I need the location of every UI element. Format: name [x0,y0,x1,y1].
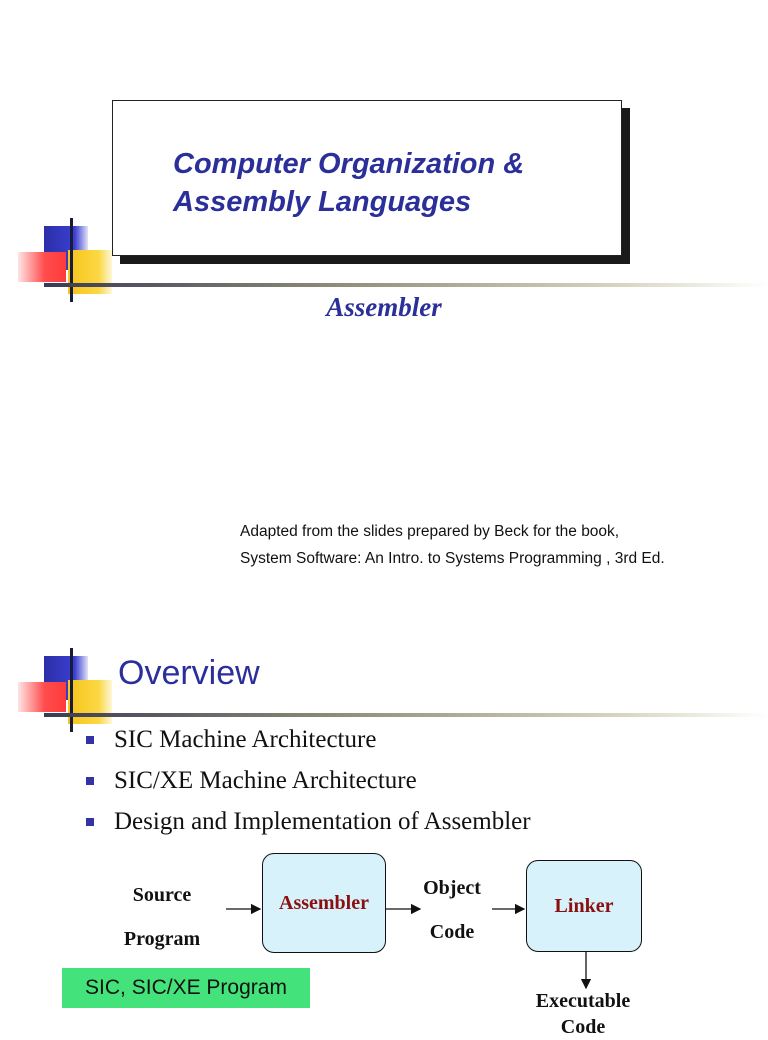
source-label-line2: Program [123,928,201,950]
credit-line1: Adapted from the slides prepared by Beck for the book, [240,523,620,540]
object-label-line2: Code [429,921,475,943]
source-label-line1: Source [132,884,192,906]
slide-title-line1: Computer Organization & [173,148,525,180]
bullet-text: Design and Implementation of Assembler [114,808,531,835]
credit-line2: System Software: An Intro. to Systems Programming , 3rd Ed. [240,550,665,567]
executable-label-line2: Code [560,1016,606,1038]
assembler-box: Assembler [262,853,386,953]
linker-box: Linker [526,860,642,952]
object-label-line1: Object [423,877,481,899]
executable-label-line1: Executable [535,990,631,1012]
bullet-text: SIC/XE Machine Architecture [114,767,417,794]
bullet-text: SIC Machine Architecture [114,726,377,753]
program-badge: SIC, SIC/XE Program [62,968,310,1008]
overview-title: Overview [118,654,260,692]
slide-title-line2: Assembly Languages [173,186,472,218]
slide-subtitle: Assembler [326,292,442,322]
